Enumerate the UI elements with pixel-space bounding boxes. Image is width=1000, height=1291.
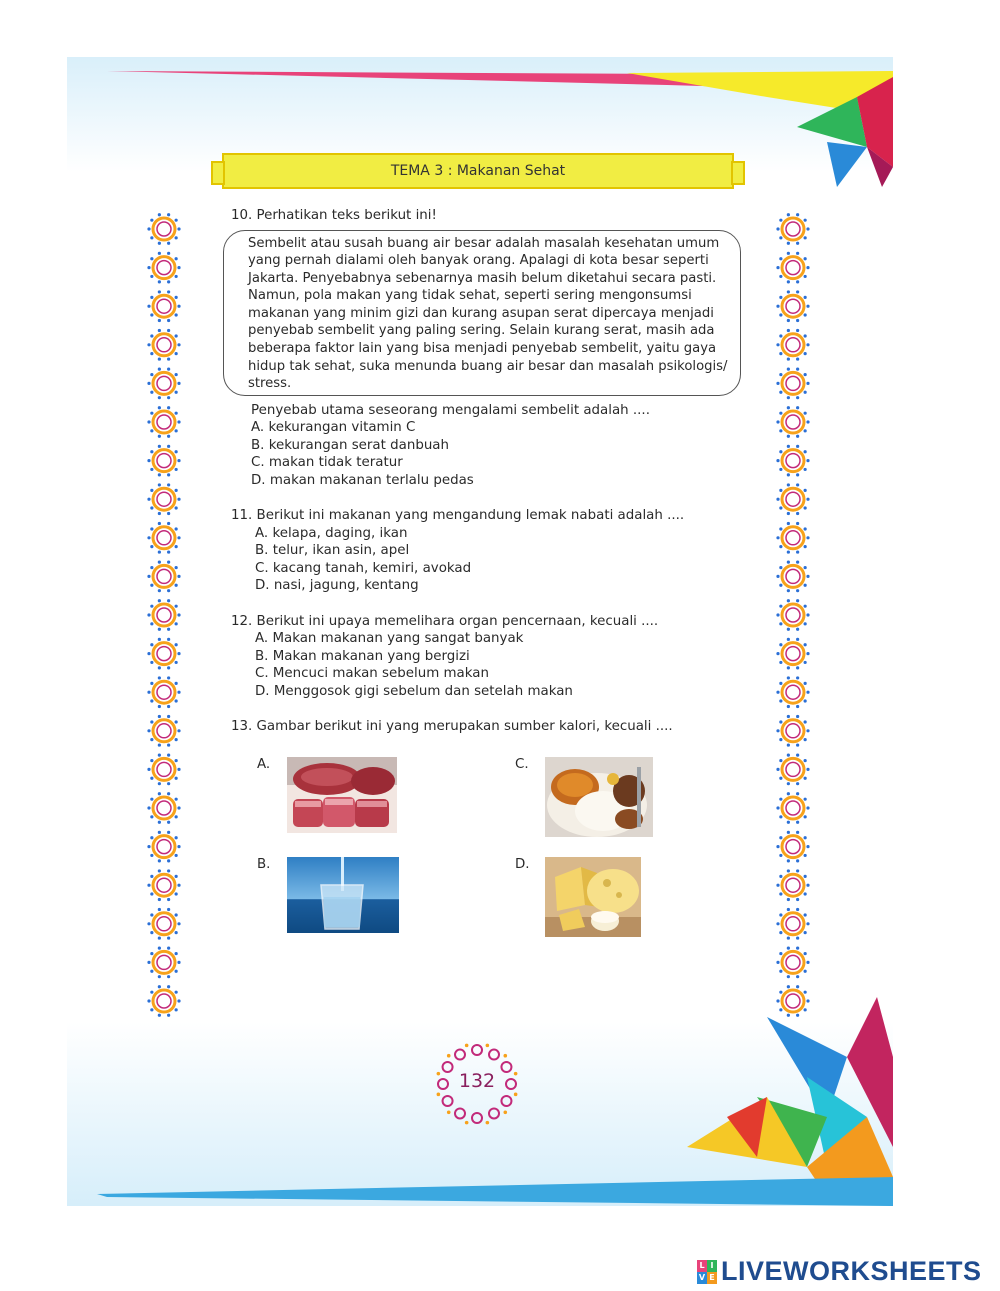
option-d[interactable]: D. Menggosok gigi sebelum dan setelah makan (255, 683, 573, 699)
question-10 (231, 207, 751, 489)
reading-passage (223, 230, 741, 396)
left-ring-border (147, 213, 180, 1017)
crystal-top-right-blue (827, 142, 867, 187)
option-letter: C. (515, 757, 529, 772)
image-option-b[interactable] (257, 857, 399, 933)
ring-ornament (776, 715, 809, 747)
passage-line: beberapa faktor lain yang bisa menjadi penyebab sembelit, yaitu gaya (248, 341, 717, 357)
ring-ornament (147, 831, 180, 863)
question-11 (231, 507, 751, 595)
page-number-text: 132 (458, 1070, 496, 1092)
logo-letter: E (707, 1272, 717, 1284)
rice-and-fried-chicken-image (545, 757, 653, 837)
ring-ornament (147, 599, 180, 631)
option-a[interactable]: A. kekurangan vitamin C (251, 420, 416, 436)
image-option-c[interactable] (515, 757, 653, 837)
image-option-a[interactable] (257, 757, 397, 833)
ring-ornament (776, 947, 809, 979)
option-b[interactable]: B. telur, ikan asin, apel (255, 543, 410, 559)
ring-ornament (776, 329, 809, 361)
option-c[interactable]: C. kacang tanah, kemiri, avokad (255, 560, 472, 576)
logo-letter: I (707, 1260, 717, 1272)
ring-ornament (776, 599, 809, 631)
logo-text: LIVEWORKSHEETS (721, 1256, 982, 1286)
worksheet-page (67, 57, 893, 1206)
ring-ornament (147, 638, 180, 670)
question-11-title: 11. Berikut ini makanan yang mengandung lemak nabati adalah .... (231, 508, 685, 524)
question-11-options (255, 525, 751, 595)
ring-ornament (776, 676, 809, 708)
ring-ornament (147, 445, 180, 477)
ring-ornament (147, 947, 180, 979)
ring-ornament (776, 792, 809, 824)
ring-ornament (147, 908, 180, 940)
question-12-options (255, 630, 751, 700)
option-a[interactable]: A. kelapa, daging, ikan (255, 525, 408, 541)
bottom-streak (97, 1177, 893, 1206)
option-letter: A. (257, 757, 271, 772)
ring-ornament (147, 483, 180, 515)
question-10-stem: Penyebab utama seseorang mengalami sembelit adalah .... (251, 402, 650, 418)
question-13-title: 13. Gambar berikut ini yang merupakan sumber kalori, kecuali .... (231, 719, 673, 735)
passage-line: hidup tak sehat, suka menunda buang air besar dan masalah psikologis/ (248, 358, 728, 374)
passage-line: yang pernah dialami oleh banyak orang. Apalagi di kota besar seperti (248, 253, 709, 269)
question-10-options (251, 419, 751, 489)
logo-letter: V (698, 1273, 706, 1282)
ring-ornament (147, 522, 180, 554)
ring-ornament (147, 368, 180, 400)
question-10-title: 10. Perhatikan teks berikut ini! (231, 208, 437, 223)
raw-meat-image (287, 757, 397, 833)
ring-ornament (147, 290, 180, 322)
ring-ornament (776, 561, 809, 593)
option-b[interactable]: B. kekurangan serat danbuah (251, 437, 449, 453)
logo-letter: L (697, 1260, 707, 1272)
ring-ornament (147, 869, 180, 901)
ring-ornament (776, 445, 809, 477)
ring-ornament (776, 252, 809, 284)
ring-ornament (147, 561, 180, 593)
option-d[interactable]: D. nasi, jagung, kentang (255, 578, 419, 594)
passage-line: makanan yang minim gizi dan kurang asupan serat dipercaya menjadi (248, 305, 714, 321)
ring-ornament (776, 406, 809, 438)
ring-ornament (776, 522, 809, 554)
option-c[interactable]: C. makan tidak teratur (251, 455, 403, 471)
passage-line: Namun, pola makan yang tidak sehat, seperti sering mengonsumsi (248, 288, 692, 304)
image-option-d[interactable] (515, 857, 641, 937)
passage-line: Jakarta. Penyebabnya sebenarnya masih belum diketahui secara pasti. (248, 270, 717, 286)
glass-of-water-image (287, 857, 399, 933)
passage-line: Sembelit atau susah buang air besar adalah masalah kesehatan umum (248, 235, 720, 251)
passage-line: stress. (248, 376, 292, 392)
ring-ornament (147, 715, 180, 747)
question-13 (231, 718, 751, 736)
option-b[interactable]: B. Makan makanan yang bergizi (255, 648, 470, 664)
option-letter: D. (515, 857, 530, 872)
theme-banner (222, 153, 734, 189)
ring-ornament (147, 792, 180, 824)
ring-ornament (147, 252, 180, 284)
option-d[interactable]: D. makan makanan terlalu pedas (251, 472, 474, 488)
option-letter: B. (257, 857, 271, 872)
liveworksheets-logo[interactable] (697, 1256, 982, 1287)
ring-ornament (776, 754, 809, 786)
passage-line: penyebab sembelit yang paling sering. Selain kurang serat, masih ada (248, 323, 715, 339)
ring-ornament (776, 831, 809, 863)
ring-ornament (776, 908, 809, 940)
ring-ornament (147, 329, 180, 361)
ring-ornament (776, 290, 809, 322)
right-ring-border (776, 213, 809, 1017)
ring-ornament (147, 213, 180, 245)
option-c[interactable]: C. Mencuci makan sebelum makan (255, 666, 489, 682)
ring-ornament (776, 368, 809, 400)
ring-ornament (776, 638, 809, 670)
ring-ornament (147, 754, 180, 786)
ring-ornament (776, 869, 809, 901)
ring-ornament (147, 676, 180, 708)
question-12 (231, 613, 751, 701)
ring-ornament (147, 406, 180, 438)
ring-ornament (776, 213, 809, 245)
ring-ornament (147, 985, 180, 1017)
ring-ornament (776, 483, 809, 515)
cheese-image (545, 857, 641, 937)
logo-mark-icon (697, 1260, 717, 1284)
option-a[interactable]: A. Makan makanan yang sangat banyak (255, 631, 524, 647)
question-13-image-options (257, 757, 677, 937)
questions (231, 207, 751, 736)
theme-title: TEMA 3 : Makanan Sehat (390, 163, 566, 179)
question-12-title: 12. Berikut ini upaya memelihara organ pencernaan, kecuali .... (231, 613, 659, 629)
ring-ornament (776, 985, 809, 1017)
